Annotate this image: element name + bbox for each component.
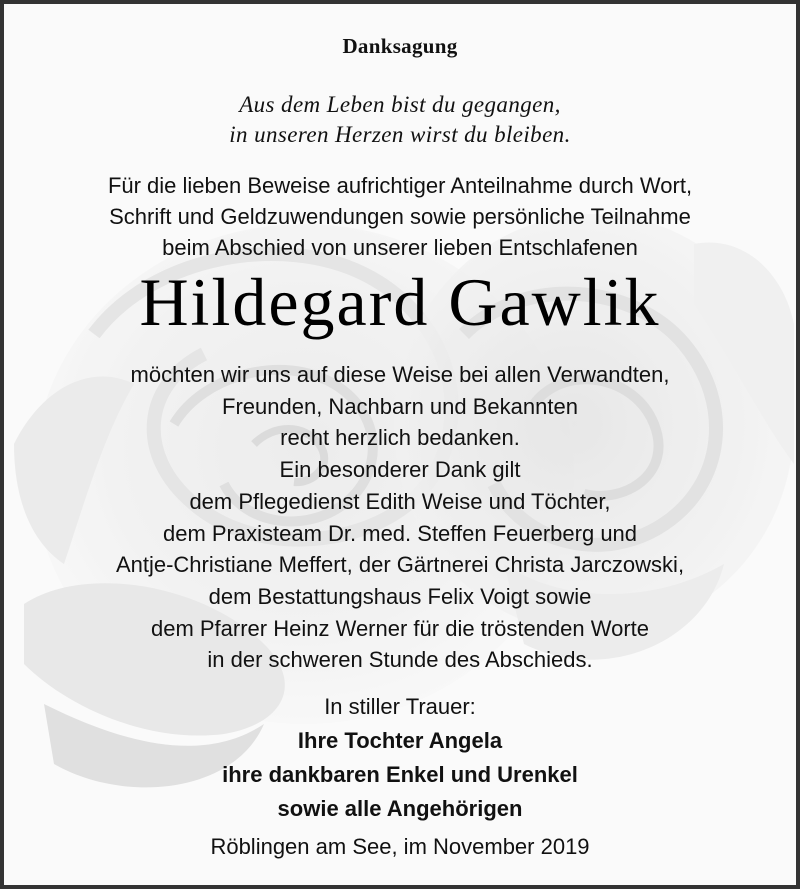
memorial-verse bbox=[4, 90, 796, 150]
verse-line: Aus dem Leben bist du gegangen, bbox=[239, 92, 561, 117]
deceased-name: Hildegard Gawlik bbox=[139, 264, 661, 340]
thanks-line: dem Praxisteam Dr. med. Steffen Feuerberg und bbox=[162, 520, 638, 546]
thanks-line: recht herzlich bedanken. bbox=[280, 425, 520, 451]
notice-title: Danksagung bbox=[342, 34, 458, 58]
intro-line: Für die lieben Beweise aufrichtiger Anteilnahme durch Wort, bbox=[107, 173, 693, 198]
thanks-line: möchten wir uns auf diese Weise bei allen Verwandten, bbox=[130, 362, 670, 387]
verse-line: in unseren Herzen wirst du bleiben. bbox=[229, 122, 571, 147]
thanks-line: dem Pfarrer Heinz Werner für die tröstenden Worte bbox=[150, 615, 650, 641]
intro-paragraph bbox=[4, 170, 796, 263]
thanks-line: Ein besonderer Dank gilt bbox=[279, 457, 521, 483]
place-date: Röblingen am See, im November 2019 bbox=[210, 834, 590, 859]
mourner-line: ihre dankbaren Enkel und Urenkel bbox=[222, 762, 578, 787]
intro-line: beim Abschied von unserer lieben Entschlafenen bbox=[162, 235, 638, 260]
mourners-block bbox=[4, 690, 796, 826]
thanks-line: Freunden, Nachbarn und Bekannten bbox=[222, 393, 578, 419]
mourner-line: Ihre Tochter Angela bbox=[297, 728, 503, 753]
thanks-line: in der schweren Stunde des Abschieds. bbox=[207, 647, 593, 673]
thanks-line: dem Bestattungshaus Felix Voigt sowie bbox=[208, 583, 592, 609]
thanks-line: dem Pflegedienst Edith Weise und Töchter, bbox=[189, 488, 611, 514]
intro-line: Schrift und Geldzuwendungen sowie persönliche Teilnahme bbox=[109, 204, 691, 229]
mourning-intro: In stiller Trauer: bbox=[324, 694, 476, 719]
mourner-line: sowie alle Angehörigen bbox=[277, 796, 523, 821]
thanks-paragraph bbox=[4, 359, 796, 676]
thanks-line: Antje-Christiane Meffert, der Gärtnerei Christa Jarczowski, bbox=[115, 552, 685, 578]
